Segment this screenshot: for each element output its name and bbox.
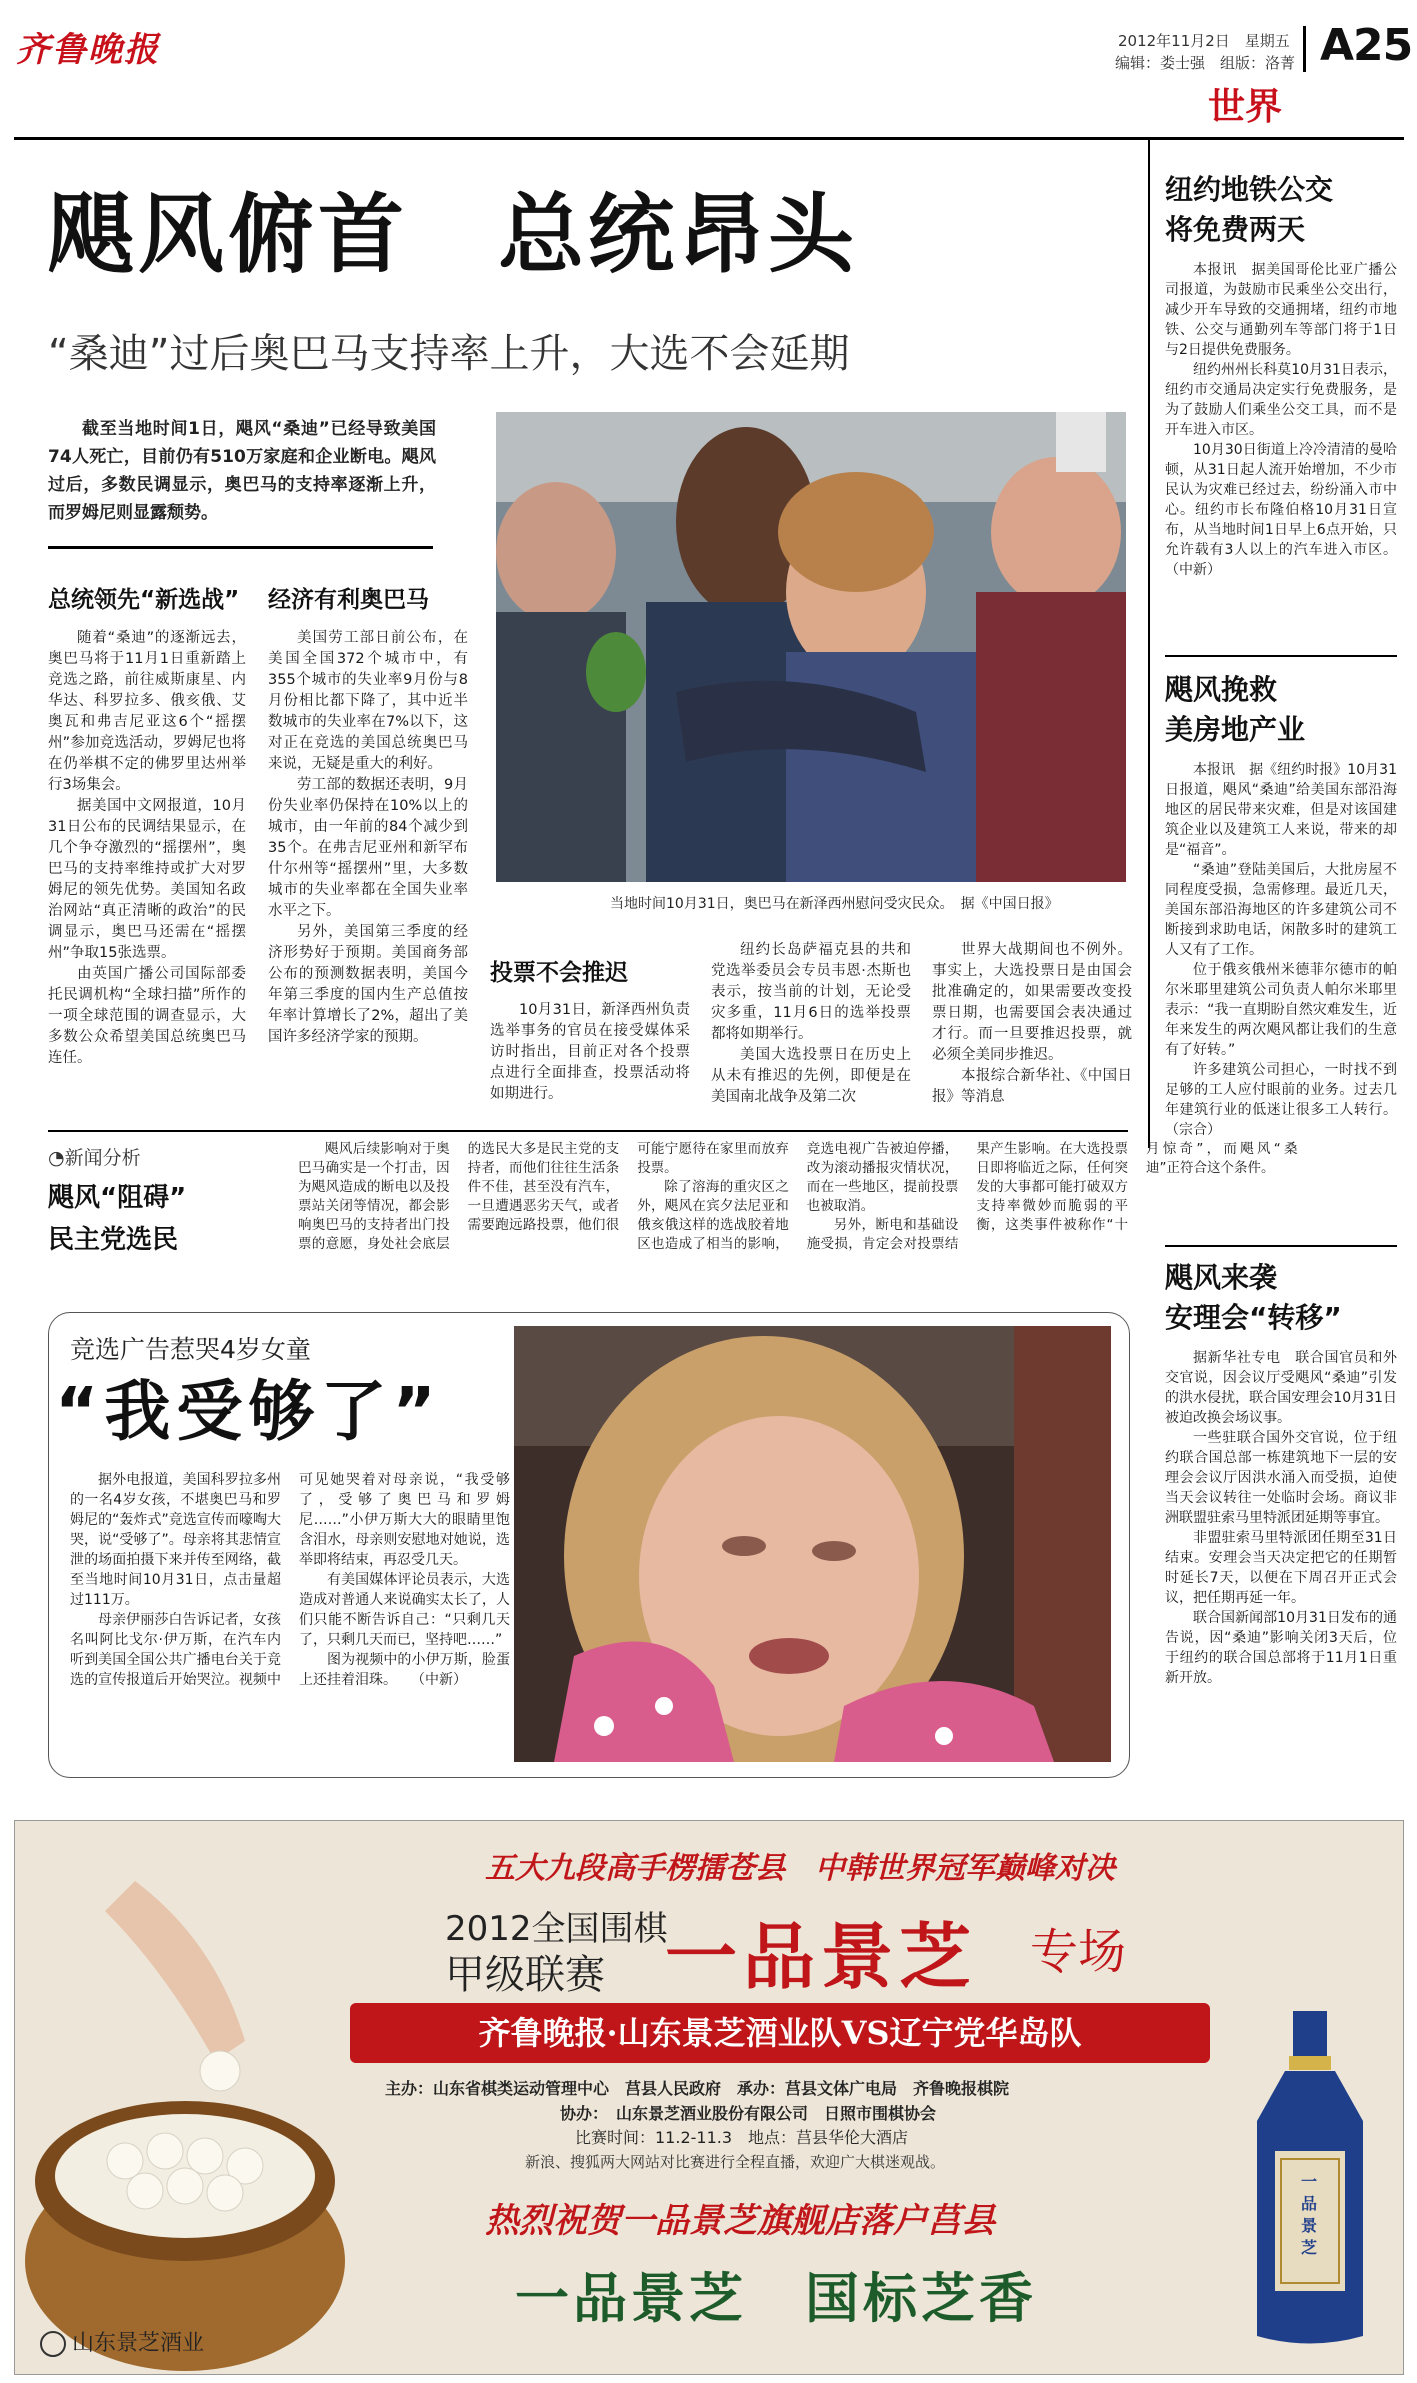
col3-text [490,1000,690,1105]
sidebar-2-para: 许多建筑公司担心，一时找不到足够的工人应付眼前的业务。过去几年建筑行业的低迷让很多工人转行。（宗合） [1165,1062,1397,1138]
sidebar-1-para: 纽约州州长科莫10月31日表示，纽约市交通局决定实行免费服务，是为了鼓励人们乘坐公交工具，而不是开车进入市区。 [1165,362,1397,438]
lead-paragraph: 截至当地时间1日，飓风“桑迪”已经导致美国74人死亡，目前仍有510万家庭和企业断电。飓风过后，多数民调显示，奥巴马的支持率逐渐上升，而罗姆尼则显露颓势。 [48,419,436,523]
sidebar-1-para: 本报讯 据美国哥伦比亚广播公司报道，为鼓励市民乘坐公交出行，减少开车导致的交通拥堵，纽约市地铁、公交与通勤列车等部门将于1日与2日提供免费服务。 [1165,262,1397,358]
sidebar-2-text [1165,760,1397,1140]
ad-company [40,2326,204,2357]
analysis-label-text: 新闻分析 [64,1147,141,1169]
analysis-para: 飓风后续影响对于奥巴马确实是一个打击，因为飓风造成的断电以及投票站关闭等情况，都会影响奥巴马的支持者出门投票的意愿，身处社会底层的选民大多是民主党的支持者，而他们往往生活条件不佳，甚至没有汽车，一旦遭遇恶劣天气，或者需要跑远路投票，他们很可能宁愿待在家里而放弃投票。 [298,1141,789,1252]
page-number: A25 [1320,20,1413,71]
girl-para: 有美国媒体评论员表示，大选造成对普通人来说确实太长了，人们只能不断告诉自己：“只剩几天了，只剩几天而已，坚持吧……” [299,1572,510,1648]
girl-para: 母亲伊丽莎白告诉记者，女孩名叫阿比戈尔·伊万斯，在汽车内听到美国全国公共广播电台关于竞选的宣传报道后开始哭泣。视频中可见她哭着对母亲说，“我受够了，受够了奥巴马和罗姆尼……”小伊万斯大大的眼睛里饱含泪水，母亲则安慰地对她说，选举即将结束，再忍受几天。 [70,1472,510,1688]
col2-heading: 经济有利奥巴马 [268,587,429,613]
sidebar-rule-1 [1165,655,1397,657]
girl-photo-image [514,1326,1111,1762]
obama-photo [496,412,1126,882]
analysis-heading-1: 飓风“阻碍” [48,1183,187,1213]
sidebar-story-3 [1165,1258,1397,1688]
ad-year-line: 2012全国围棋 [445,1909,668,1949]
sidebar-2-title-2: 美房地产业 [1165,713,1306,746]
analysis-text [298,1140,1298,1260]
girl-kicker: 竞选广告惹哭4岁女童 [70,1335,311,1364]
issue-date: 2012年11月2日 星期五 [1118,32,1290,50]
lead-rule [48,546,433,549]
sidebar-3-title-1: 飓风来袭 [1165,1261,1278,1294]
col5-para: 世界大战期间也不例外。事实上，大选投票日是由国会批准确定的，如果需要改变投票日期，也需要国会表决通过才行。而一旦要推迟投票，就必须全美同步推迟。 [932,942,1132,1063]
col1-para: 据美国中文网报道，10月31日公布的民调结果显示，在几个争夺激烈的“摇摆州”，奥巴马的支持率维持或扩大对罗姆尼的领先优势。美国知名政治网站“真正清晰的政治”的民调显示，奥巴马还需在“摇摆州”争取15张选票。 [48,798,246,961]
sidebar-1-text [1165,260,1397,580]
ad-time-place: 比赛时间：11.2-11.3 地点：莒县华伦大酒店 [575,2128,909,2147]
ad-host: 主办：山东省棋类运动管理中心 莒县人民政府 承办：莒县文体广电局 齐鲁晚报棋院 [385,2079,1010,2098]
sidebar-2-title-1: 飓风挽救 [1165,673,1278,706]
col1-heading: 总统领先“新选战” [48,587,240,613]
col4-para: 纽约长岛萨福克县的共和党选举委员会专员韦恩·杰斯也表示，按当前的计划，无论受灾多重，11月6日的选举投票都将如期举行。 [711,942,911,1042]
col2-para: 劳工部的数据还表明，9月份失业率仍保持在10%以上的城市，由一年前的84个减少到35个。在弗吉尼亚州和新罕布什尔州等“摇摆州”里，大多数城市的失业率都在全国失业率水平之下。 [268,777,468,919]
ad-slogan: 一品景芝 国标芝香 [515,2266,1037,2330]
photo-caption: 当地时间10月31日，奥巴马在新泽西州慰问受灾民众。 据《中国日报》 [610,896,1059,912]
company-name: 山东景芝酒业 [72,2331,205,2356]
sidebar-1-title-2: 将免费两天 [1165,213,1306,246]
go-stones-image [15,1821,375,2375]
sidebar-2-para: “桑迪”登陆美国后，大批房屋不同程度受损，急需修理。最近几天，美国东部沿海地区的许多建筑公司不断接到求助电话，闲散多时的建筑工人又有了工作。 [1165,862,1397,958]
ad-assist: 协办： 山东景芝酒业股份有限公司 日照市围棋协会 [560,2104,937,2123]
col1-para: 随着“桑迪”的逐渐远去，奥巴马将于11月1日重新踏上竞选之路，前往威斯康星、内华达、科罗拉多、俄亥俄、艾奥瓦和弗吉尼亚这6个“摇摆州”参加竞选活动，罗姆尼也将在仍举棋不定的佛罗里达州举行3场集会。 [48,630,246,793]
sidebar-3-para: 一些驻联合国外交官说，位于纽约联合国总部一栋建筑地下一层的安理会会议厅因洪水涌入而受损，迫使当天会议转往一处临时会场。商议非洲联盟驻索马里特派团延期等事宜。 [1165,1430,1397,1526]
ad-online: 新浪、搜狐两大网站对比赛进行全程直播，欢迎广大棋迷观战。 [525,2153,946,2171]
col2-text [268,628,468,1048]
analysis-heading-2: 民主党选民 [48,1225,179,1255]
sidebar-rule-2 [1165,1245,1397,1247]
col5-para: 本报综合新华社、《中国日报》等消息 [932,1068,1132,1105]
sidebar-1-para: 10月30日街道上冷冷清清的曼哈顿，从31日起人流开始增加，不少市民认为灾难已经过去，纷纷涌入市中心。纽约市长布隆伯格10月31日宣布，从当地时间1日早上6点开始，只允许载有3人以上的汽车进入市区。（中新） [1165,442,1397,578]
sidebar-2-para: 位于俄亥俄州米德菲尔德市的帕尔米耶里建筑公司负责人帕尔米耶里表示：“我一直期盼自然灾难发生，近年来发生的两次飓风都让我们的生意有了好转。” [1165,962,1397,1058]
col5-text [932,940,1132,1108]
liquor-bottle [1245,2011,1375,2351]
ad-congrats: 热烈祝贺一品景芝旗舰店落户莒县 [485,2201,995,2241]
sidebar-3-para: 联合国新闻部10月31日发布的通告说，因“桑迪”影响关闭3天后，位于纽约的联合国总部将于11月1日重新开放。 [1165,1610,1397,1686]
ad-top-line: 五大九段高手楞擂苍县 中韩世界冠军巅峰对决 [485,1851,1115,1886]
sidebar-1-title-1: 纽约地铁公交 [1165,173,1334,206]
sidebar-story-2 [1165,670,1397,1140]
editor-credit: 编辑：娄士强 组版：洛菁 [1115,54,1296,72]
sidebar-3-text [1165,1348,1397,1688]
col1-para: 由英国广播公司国际部委托民调机构“全球扫描”所作的一项全球范围的调查显示，大多数公众希望美国总统奥巴马连任。 [48,966,246,1066]
sidebar-3-para: 非盟驻索马里特派团任期至31日结束。安理会当天决定把它的任期暂时延长7天，以便在下周召开正式会议，把任期再延一年。 [1165,1530,1397,1606]
bottle-label: 一品景芝 [1301,2172,1318,2257]
col3-heading: 投票不会推迟 [490,960,628,986]
analysis-para: 另外，断电和基础设施受损，肯定会对投票结果产生影响。在大选投票日即将临近之际，任何突发的大事都可能打破双方支持率微妙而脆弱的平衡，这类事件被称作“十月惊奇”，而飓风“桑迪”正符合这个条件。 [806,1141,1298,1252]
advertisement [14,1820,1404,2375]
analysis-para: 除了溶海的重灾区之外，飓风在宾夕法尼亚和俄亥俄这样的选战胶着地区也造成了相当的影响，竞选电视广告被迫停播，改为滚动播报灾情状况，而在一些地区，提前投票也被取消。 [637,1141,959,1252]
sidebar-story-1 [1165,170,1397,580]
col4-para: 美国大选投票日在历史上从未有推迟的先例，即便是在美国南北战争及第二次 [711,1047,911,1105]
newspaper-logo: 齐鲁晚报 [16,30,160,70]
company-logo-icon [40,2331,66,2357]
analysis-rule [48,1130,1128,1132]
sidebar-3-para: 据新华社专电 联合国官员和外交官说，因会议厅受飓风“桑迪”引发的洪水侵扰，联合国安理会10月31日被迫改换会场议事。 [1165,1350,1397,1426]
sidebar-2-para: 本报讯 据《纽约时报》10月31日报道，飓风“桑迪”给美国东部沿海地区的居民带来灾难，但是对该国建筑企业以及建筑工人来说，带来的却是“福音”。 [1165,762,1397,858]
section-name: 世界 [1208,85,1282,128]
obama-photo-image [496,412,1126,882]
col3-para: 10月31日，新泽西州负责选举事务的官员在接受媒体采访时指出，目前正对各个投票点进行全面排查，投票活动将如期进行。 [490,1002,690,1102]
girl-text [70,1470,510,1760]
ad-league: 甲级联赛 [445,1952,605,1998]
girl-headline: “我受够了” [55,1373,442,1450]
analysis-label [48,1143,141,1170]
ad-banner: 齐鲁晚报·山东景芝酒业队VS辽宁党华岛队 [350,2003,1210,2063]
main-headline: 飓风俯首 总统昂头 [48,185,858,285]
col1-text [48,628,246,1069]
masthead-divider [1303,26,1306,72]
col2-para: 美国劳工部日前公布，在美国全国372个城市中，有355个城市的失业率9月份与8月份相比都下降了，其中近半数城市的失业率在7%以下，这对正在竞选的美国总统奥巴马来说，无疑是重大的利好。 [268,630,468,772]
col4-text [711,940,911,1108]
sidebar-3-title-2: 安理会“转移” [1165,1301,1342,1334]
girl-photo [514,1326,1111,1762]
col2-para: 另外，美国第三季度的经济形势好于预期。美国商务部公布的预测数据表明，美国今年第三季度的国内生产总值按年率计算增长了2%，超出了美国许多经济学家的预期。 [268,924,468,1045]
girl-para: 据外电报道，美国科罗拉多州的一名4岁女孩，不堪奥巴马和罗姆尼的“轰炸式”竞选宣传而嚎啕大哭，说“受够了”。母亲将其悲情宣泄的场面拍摄下来并传至网络，截至当地时间10月31日，点击量超过111万。 [70,1472,281,1608]
analysis-icon: ◔ [48,1147,65,1169]
ad-special: 专场 [1030,1924,1127,1980]
girl-para: 图为视频中的小伊万斯，脸蛋上还挂着泪珠。 （中新） [299,1652,510,1688]
ad-brand: 一品景芝 [665,1914,978,1999]
main-subheadline: “桑迪”过后奥巴马支持率上升，大选不会延期 [48,331,850,377]
